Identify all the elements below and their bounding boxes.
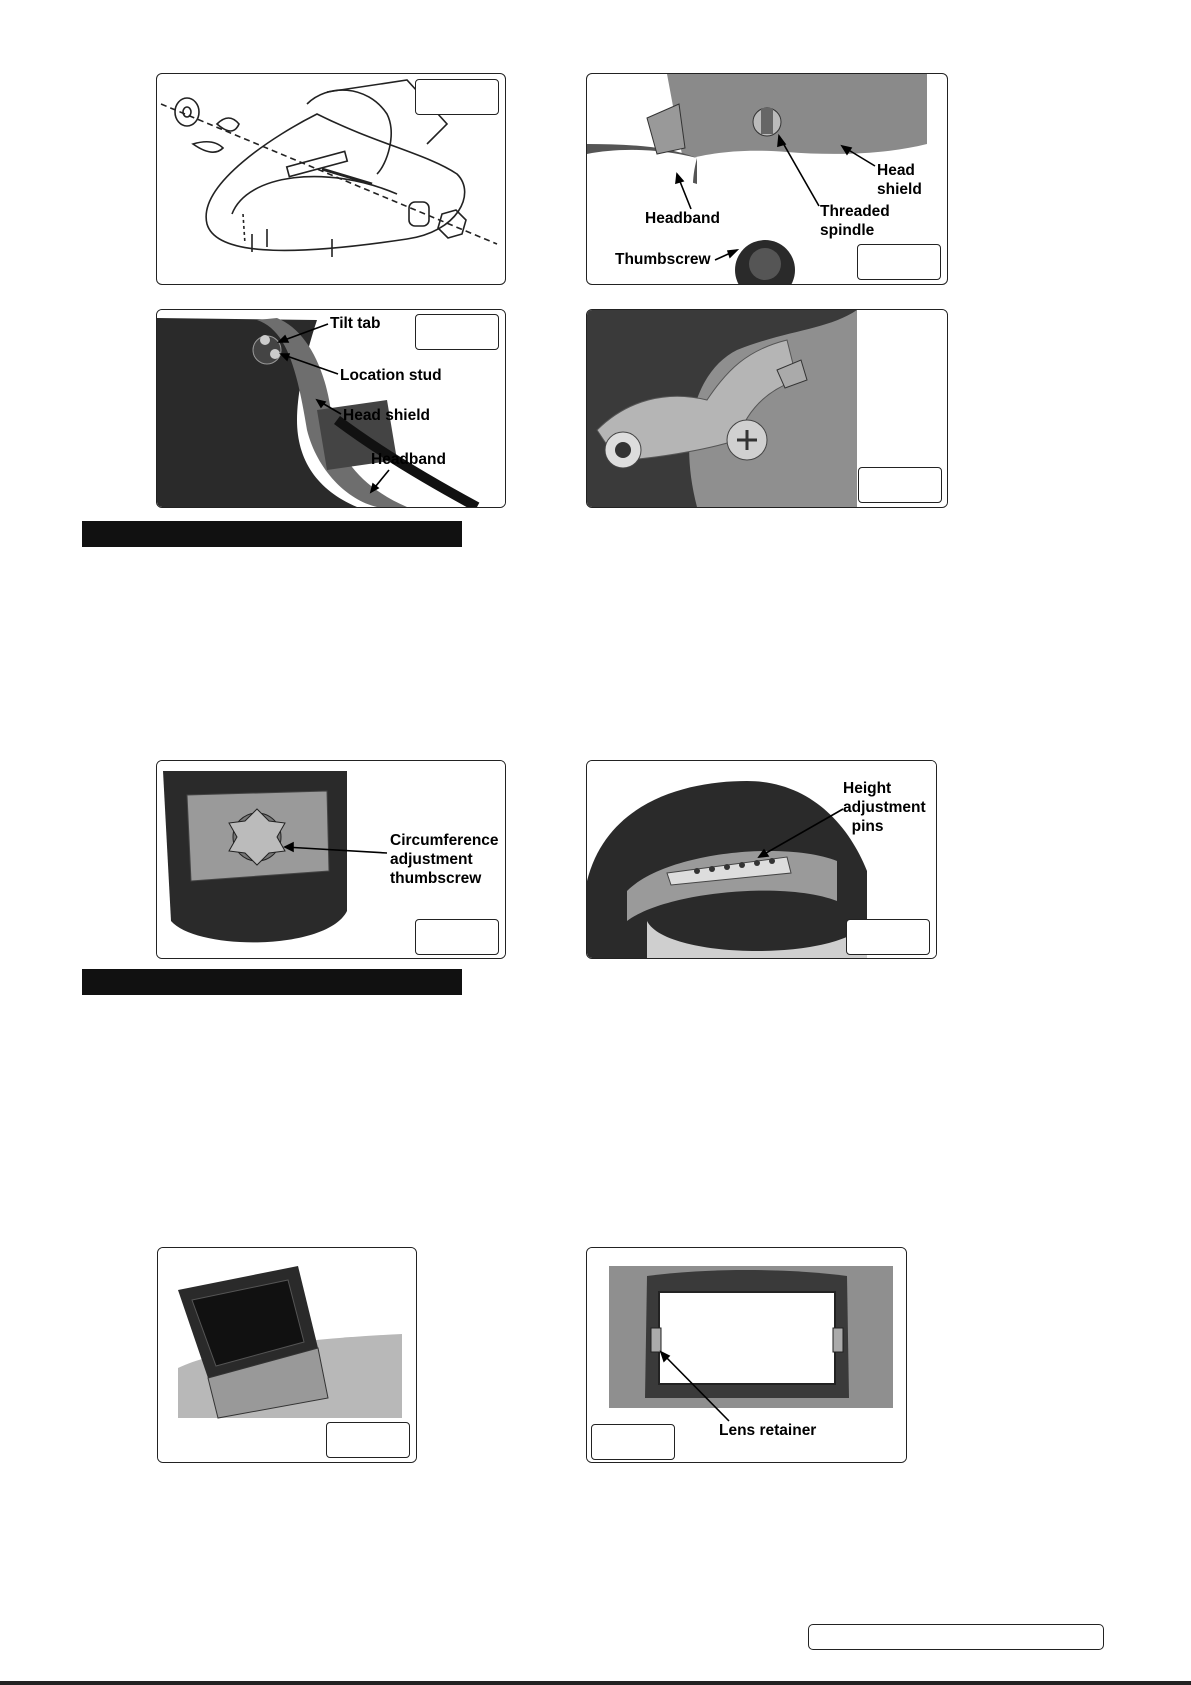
page-footer-box [808,1624,1104,1650]
section-heading-bar [82,521,462,547]
section-heading-bar [82,969,462,995]
label-headband: Headband [371,451,446,468]
figure-number-box [858,467,942,503]
label-circumference-thumbscrew: Circumference adjustment thumbscrew [390,832,499,887]
figure-headgear-exploded [156,73,506,285]
figure-filter-holder [157,1247,417,1463]
figure-number-box [846,919,930,955]
figure-circumference-adjustment [156,760,506,959]
figure-tilt-tab [156,309,506,508]
figure-lens-retainer [586,1247,907,1463]
footer-rule [0,1681,1191,1685]
figure-number-box [415,919,499,955]
label-threaded-spindle: Threaded spindle [820,203,890,239]
figure-height-adjustment [586,760,937,959]
figure-number-box [591,1424,675,1460]
label-location-stud: Location stud [340,367,442,384]
label-lens-retainer: Lens retainer [719,1422,817,1439]
label-head-shield: Head shield [343,407,430,424]
label-tilt-tab: Tilt tab [330,315,381,332]
figure-number-box [326,1422,410,1458]
label-height-pins: Height adjustment pins [843,780,926,835]
label-thumbscrew: Thumbscrew [615,251,711,268]
label-headband: Headband [645,210,720,227]
figure-number-box [415,314,499,350]
figure-headband-pivot [586,309,948,508]
label-head-shield: Head shield [877,162,922,198]
figure-thumbscrew-fitting [586,73,948,285]
figure-number-box [415,79,499,115]
figure-number-box [857,244,941,280]
